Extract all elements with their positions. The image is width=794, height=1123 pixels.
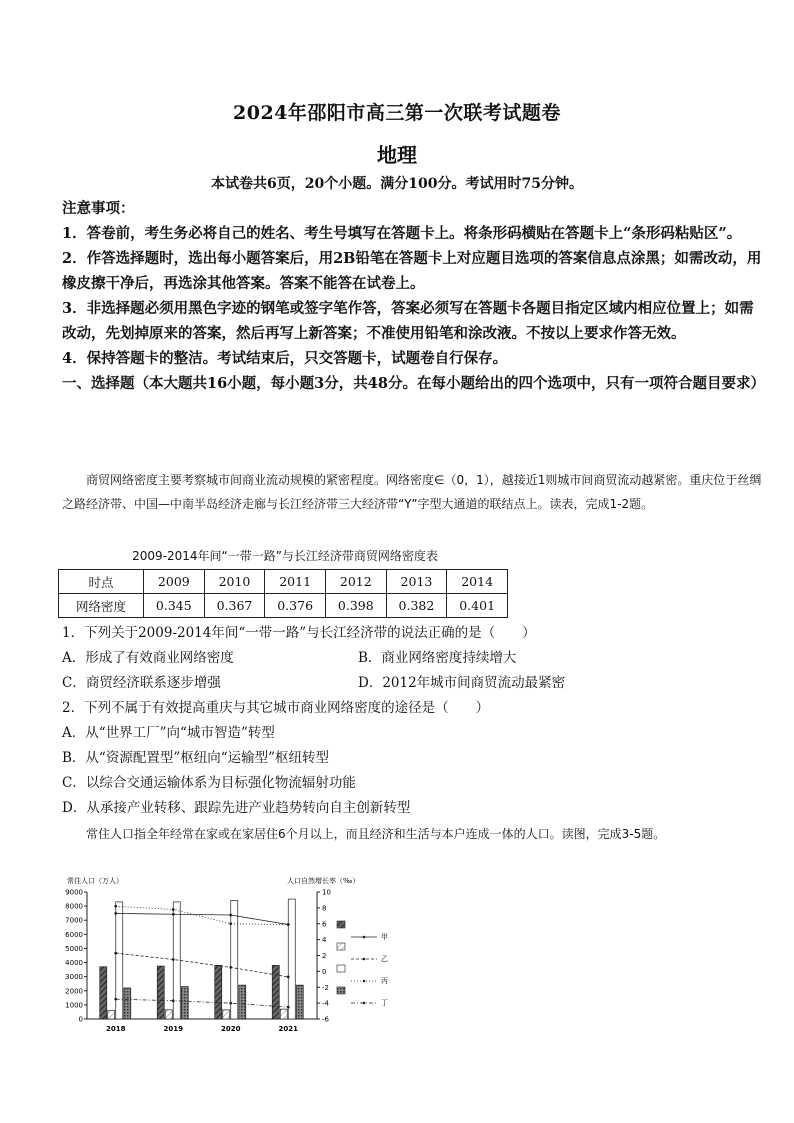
note-item: 1．答卷前，考生务必将自己的姓名、考生号填写在答题卡上。将条形码横贴在答题卡上“条形码粘贴区”。 bbox=[62, 225, 742, 242]
x-tick-label: 2018 bbox=[106, 1025, 126, 1033]
bar-丁 bbox=[296, 985, 303, 1019]
bar-乙 bbox=[280, 1009, 287, 1019]
question-1 bbox=[62, 621, 762, 696]
point-乙 bbox=[287, 976, 290, 979]
option-a: A．从“世界工厂”向“城市智造”转型 bbox=[62, 725, 275, 741]
exam-subject: 地理 bbox=[377, 143, 417, 167]
point-甲 bbox=[114, 912, 117, 915]
table-cell: 0.367 bbox=[204, 594, 265, 618]
table-cell: 0.376 bbox=[265, 594, 326, 618]
table-cell: 0.401 bbox=[447, 594, 508, 618]
bar-丁 bbox=[124, 988, 131, 1019]
left-tick-label: 1000 bbox=[65, 1001, 83, 1010]
table-caption: 2009-2014年间“一带一路”与长江经济带商贸网络密度表 bbox=[132, 549, 438, 563]
bar-丙 bbox=[231, 900, 238, 1019]
line-甲 bbox=[116, 913, 289, 924]
left-tick-label: 4000 bbox=[65, 959, 83, 968]
option-d: D．从承接产业转移、跟踪先进产业趋势转向自主创新转型 bbox=[62, 800, 411, 816]
table-cell: 0.398 bbox=[325, 594, 386, 618]
question-stem: 2．下列不属于有效提高重庆与其它城市商业网络密度的途径是（ ） bbox=[62, 700, 490, 716]
point-丁 bbox=[114, 998, 117, 1001]
bar-甲 bbox=[215, 965, 222, 1019]
table-cell: 2010 bbox=[204, 570, 265, 594]
left-tick-label: 3000 bbox=[65, 973, 83, 982]
table-cell: 0.345 bbox=[144, 594, 205, 618]
point-甲 bbox=[172, 913, 175, 916]
population-chart bbox=[55, 868, 415, 1040]
option-c: C．商贸经济联系逐步增强 bbox=[62, 675, 221, 691]
note-item: 2．作答选择题时，选出每小题答案后，用2B铅笔在答题卡上对应题目选项的答案信息点涂黑；如需改动，用橡皮擦干净后，再选涂其他答案。答案不能答在试卷上。 bbox=[62, 250, 762, 292]
right-tick-label: 0 bbox=[322, 967, 327, 976]
point-丁 bbox=[229, 1002, 232, 1005]
table-cell: 网络密度 bbox=[59, 594, 144, 618]
option-d: D．2012年城市间商贸流动最紧密 bbox=[358, 675, 566, 691]
table-cell: 时点 bbox=[59, 570, 144, 594]
bar-甲 bbox=[100, 967, 107, 1019]
legend-label: 甲 bbox=[381, 933, 388, 941]
right-tick-label: -2 bbox=[322, 983, 329, 992]
passage-1: 商贸网络密度主要考察城市间商业流动规模的紧密程度。网络密度∈（0，1），越接近1则城市间商贸流动越紧密。重庆位于丝绸之路经济带、中国—中南半岛经济走廊与长江经济带三大经济带“Y”字型大通道的联结点上。读表，完成1-2题。 bbox=[62, 473, 762, 511]
note-item: 3．非选择题必须用黑色字迹的钢笔或签字笔作答，答案必须写在答题卡各题目指定区域内相应位置上；如需改动，先划掉原来的答案，然后再写上新答案；不准使用铅笔和涂改液。不按以上要求作答无效。 bbox=[62, 300, 754, 342]
legend-swatch-乙 bbox=[337, 943, 345, 950]
legend-swatch-丙 bbox=[337, 965, 345, 972]
line-丙 bbox=[116, 906, 289, 924]
bar-乙 bbox=[223, 1010, 230, 1019]
table-cell: 2013 bbox=[386, 570, 447, 594]
legend-point-乙 bbox=[363, 958, 366, 961]
option-c: C．以综合交通运输体系为目标强化物流辐射功能 bbox=[62, 775, 356, 791]
right-tick-label: -6 bbox=[322, 1015, 329, 1024]
question-stem: 1．下列关于2009-2014年间“一带一路”与长江经济带的说法正确的是（ ） bbox=[62, 625, 536, 641]
point-丁 bbox=[287, 1006, 290, 1009]
line-丁 bbox=[116, 999, 289, 1007]
left-axis-label: 常住人口（万人） bbox=[67, 877, 123, 885]
density-table bbox=[58, 569, 508, 618]
right-axis-label: 人口自然增长率（‰） bbox=[287, 877, 360, 885]
right-tick-label: 8 bbox=[322, 904, 327, 913]
option-b: B．商业网络密度持续增大 bbox=[358, 650, 517, 666]
left-tick-label: 2000 bbox=[65, 987, 83, 996]
left-tick-label: 0 bbox=[78, 1015, 83, 1024]
bar-甲 bbox=[157, 966, 164, 1019]
passage-2: 常住人口指全年经常在家或在家居住6个月以上，而且经济和生活与本户连成一体的人口。读图，完成3-5题。 bbox=[86, 827, 666, 841]
bar-乙 bbox=[165, 1010, 172, 1019]
table-cell: 2012 bbox=[325, 570, 386, 594]
bar-丙 bbox=[288, 899, 295, 1019]
legend-swatch-甲 bbox=[337, 921, 345, 928]
right-tick-label: 2 bbox=[322, 952, 327, 960]
note-item: 4．保持答题卡的整洁。考试结束后，只交答题卡，试题卷自行保存。 bbox=[62, 350, 508, 367]
line-乙 bbox=[116, 953, 289, 977]
right-tick-label: 6 bbox=[322, 920, 327, 929]
point-丁 bbox=[172, 999, 175, 1002]
point-甲 bbox=[229, 914, 232, 917]
legend-point-丁 bbox=[363, 1002, 366, 1005]
legend-label: 丙 bbox=[381, 977, 388, 985]
x-tick-label: 2021 bbox=[278, 1025, 298, 1033]
x-tick-label: 2020 bbox=[221, 1025, 241, 1033]
table-cell: 0.382 bbox=[386, 594, 447, 618]
x-tick-label: 2019 bbox=[163, 1025, 183, 1033]
right-tick-label: 10 bbox=[322, 888, 331, 897]
option-a: A．形成了有效商业网络密度 bbox=[62, 650, 234, 666]
section-heading: 一、选择题（本大题共16小题，每小题3分，共48分。在每小题给出的四个选项中，只有一项符合题目要求） bbox=[62, 375, 765, 392]
right-tick-label: 4 bbox=[322, 936, 327, 945]
legend-point-甲 bbox=[363, 936, 366, 939]
bar-甲 bbox=[272, 965, 279, 1019]
table-cell: 2009 bbox=[144, 570, 205, 594]
left-tick-label: 9000 bbox=[65, 888, 83, 897]
point-丙 bbox=[114, 905, 117, 908]
point-乙 bbox=[172, 958, 175, 961]
bar-丁 bbox=[181, 987, 188, 1019]
table-cell: 2014 bbox=[447, 570, 508, 594]
legend-swatch-丁 bbox=[337, 987, 345, 994]
exam-title: 2024年邵阳市高三第一次联考试题卷 bbox=[233, 102, 561, 124]
left-tick-label: 8000 bbox=[65, 902, 83, 911]
left-tick-label: 7000 bbox=[65, 916, 83, 925]
option-b: B．从“资源配置型”枢纽向“运输型”枢纽转型 bbox=[62, 750, 330, 766]
bar-乙 bbox=[108, 1011, 115, 1019]
point-丙 bbox=[287, 923, 290, 926]
bar-丁 bbox=[239, 985, 246, 1019]
legend-label: 乙 bbox=[381, 955, 388, 963]
point-乙 bbox=[114, 952, 117, 955]
left-tick-label: 5000 bbox=[65, 944, 83, 953]
exam-meta: 本试卷共6页，20个小题。满分100分。考试用时75分钟。 bbox=[211, 176, 583, 192]
bar-丙 bbox=[116, 902, 123, 1019]
point-乙 bbox=[229, 966, 232, 969]
point-丙 bbox=[229, 922, 232, 925]
right-tick-label: -4 bbox=[322, 999, 329, 1008]
table-row bbox=[59, 570, 508, 594]
point-丙 bbox=[172, 908, 175, 911]
notes-section bbox=[62, 196, 765, 396]
question-2 bbox=[62, 696, 762, 821]
left-tick-label: 6000 bbox=[65, 930, 83, 939]
notes-heading: 注意事项： bbox=[62, 200, 135, 217]
table-cell: 2011 bbox=[265, 570, 326, 594]
legend-label: 丁 bbox=[381, 999, 388, 1007]
legend-point-丙 bbox=[363, 980, 366, 983]
table-row bbox=[59, 594, 508, 618]
